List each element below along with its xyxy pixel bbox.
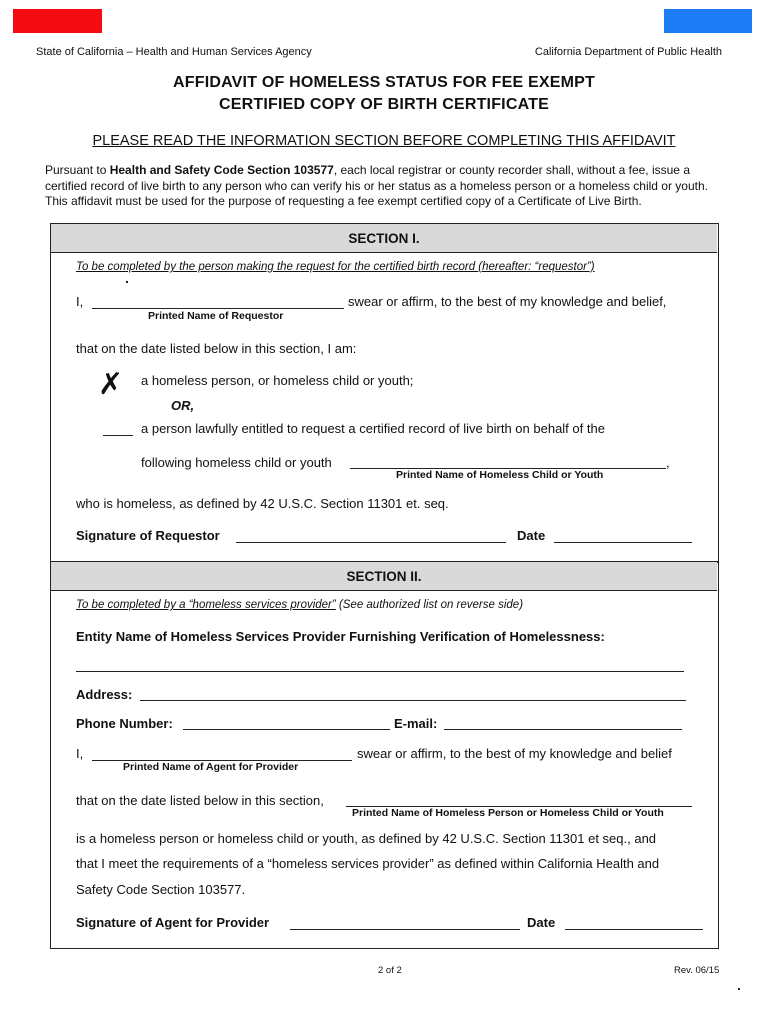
address-field[interactable] — [140, 700, 686, 701]
agent-date-label: Date — [527, 915, 556, 930]
revision-label: Rev. 06/15 — [674, 965, 720, 976]
header-department: California Department of Public Health — [534, 46, 722, 58]
blue-corner-marker — [664, 9, 752, 33]
section-1-that-on: that on the date listed below in this section, I am: — [76, 341, 357, 356]
who-is-homeless-text: who is homeless, as defined by 42 U.S.C. Section 11301 et. seq. — [76, 496, 449, 511]
agent-date-field[interactable] — [565, 929, 703, 930]
requestor-name-caption: Printed Name of Requestor — [148, 310, 284, 322]
section-1-box — [50, 223, 719, 563]
section-1-heading: SECTION I. — [51, 224, 717, 253]
red-corner-marker — [13, 9, 102, 33]
section-2-instruction: To be completed by a “homeless services provider” (See authorized list on reverse side) — [76, 599, 524, 611]
homeless-person-caption: Printed Name of Homeless Person or Homeless Child or Youth — [352, 807, 664, 819]
or-label: OR, — [171, 398, 195, 413]
phone-label: Phone Number: — [76, 716, 173, 731]
option-homeless-person: a homeless person, or homeless child or youth; — [141, 373, 414, 388]
entity-name-field[interactable] — [76, 671, 684, 672]
agent-signature-label: Signature of Agent for Provider — [76, 915, 270, 930]
requestor-name-field[interactable] — [92, 308, 344, 309]
requestor-signature-label: Signature of Requestor — [76, 528, 220, 543]
footer-dot — [738, 988, 740, 990]
section-2-that-on: that on the date listed below in this section, — [76, 793, 324, 808]
child-name-caption: Printed Name of Homeless Child or Youth — [396, 469, 604, 481]
intro-code-reference: Health and Safety Code Section 103577 — [109, 163, 334, 177]
stray-dot — [126, 281, 128, 283]
option-lawful-checkbox-line[interactable] — [103, 435, 133, 436]
entity-name-label: Entity Name of Homeless Services Provider Furnishing Verification of Homelessness: — [76, 629, 605, 644]
phone-field[interactable] — [183, 729, 390, 730]
form-title-line2: CERTIFIED COPY OF BIRTH CERTIFICATE — [219, 96, 549, 113]
section-1-instruction: To be completed by the person making the request for the certified birth record (hereafter: “requestor”) — [76, 261, 595, 273]
provider-statement-line-2: that I meet the requirements of a “homeless services provider” as defined within California Health and — [76, 856, 660, 871]
requestor-date-field[interactable] — [554, 542, 692, 543]
section-1-swear-text: swear or affirm, to the best of my knowledge and belief, — [348, 294, 667, 309]
email-field[interactable] — [444, 729, 682, 730]
address-label: Address: — [76, 687, 133, 702]
checkbox-mark-icon[interactable]: ✗ — [98, 367, 124, 402]
section-2-i-label: I, — [76, 746, 84, 761]
header-agency: State of California – Health and Human Services Agency — [36, 46, 312, 58]
form-title-line1: AFFIDAVIT OF HOMELESS STATUS FOR FEE EXEMPT — [173, 74, 595, 91]
section-2-heading: SECTION II. — [51, 562, 717, 591]
page-number: 2 of 2 — [378, 965, 402, 976]
requestor-date-label: Date — [517, 528, 546, 543]
email-label: E-mail: — [394, 716, 438, 731]
following-child-label: following homeless child or youth — [141, 455, 332, 470]
requestor-signature-field[interactable] — [236, 542, 506, 543]
agent-name-caption: Printed Name of Agent for Provider — [123, 761, 299, 773]
section-2-swear-text: swear or affirm, to the best of my knowledge and belief — [357, 746, 672, 761]
provider-statement-line-1: is a homeless person or homeless child or youth, as defined by 42 U.S.C. Section 11301 et seq., and — [76, 831, 657, 846]
child-name-comma: , — [666, 455, 670, 470]
provider-statement-line-3: Safety Code Section 103577. — [76, 882, 246, 897]
intro-paragraph: Pursuant to Health and Safety Code Section 103577, each local registrar or county recorder shall, without a fee, issue a certified record of live birth to any person who can verify his or her status as a homeless person or a homeless child or youth. This affidavit must be used for the purpose of requesting a fee exempt certified copy of a Certificate of Live Birth. — [45, 163, 708, 208]
option-lawful-requestor: a person lawfully entitled to request a certified record of live birth on behalf of the — [141, 421, 605, 436]
read-notice: PLEASE READ THE INFORMATION SECTION BEFORE COMPLETING THIS AFFIDAVIT — [92, 133, 676, 149]
section-1-i-label: I, — [76, 294, 84, 309]
agent-signature-field[interactable] — [290, 929, 520, 930]
